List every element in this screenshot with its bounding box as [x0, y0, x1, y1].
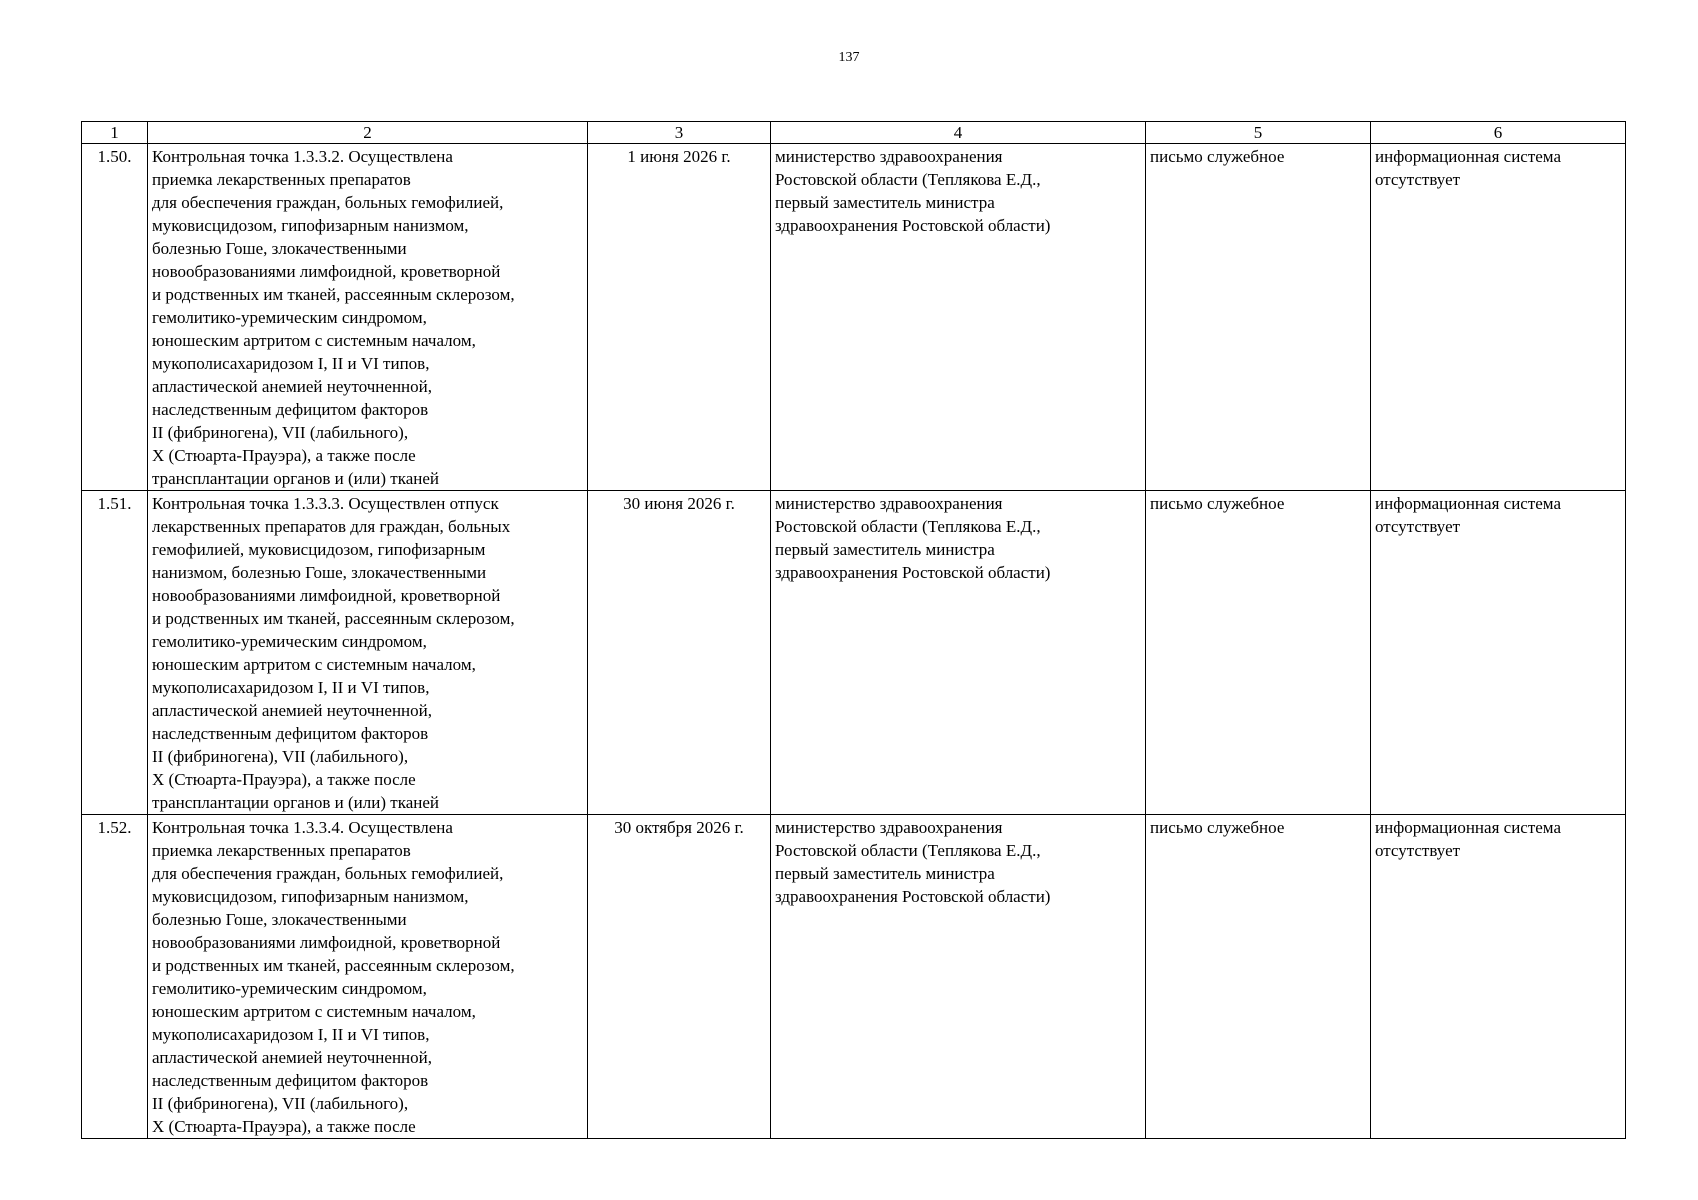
info-system-line: информационная система [1375, 494, 1561, 513]
description-line: муковисцидозом, гипофизарным нанизмом, [152, 216, 469, 235]
row-description [148, 491, 588, 815]
description-line: болезнью Гоше, злокачественными [152, 910, 407, 929]
description-line: гемолитико-уремическим синдромом, [152, 308, 427, 327]
row-info-system [1371, 144, 1626, 491]
responsible-line: Ростовской области (Теплякова Е.Д., [775, 170, 1041, 189]
description-line: гемолитико-уремическим синдромом, [152, 979, 427, 998]
row-responsible [771, 144, 1146, 491]
description-line: апластической анемией неуточненной, [152, 701, 432, 720]
description-line: мукополисахаридозом I, II и VI типов, [152, 1025, 430, 1044]
description-line: юношеским артритом с системным началом, [152, 655, 476, 674]
description-line: приемка лекарственных препаратов [152, 841, 411, 860]
table-row [82, 144, 1626, 491]
description-line: мукополисахаридозом I, II и VI типов, [152, 678, 430, 697]
responsible-line: министерство здравоохранения [775, 494, 1003, 513]
header-cell-3: 3 [588, 122, 771, 144]
description-line: наследственным дефицитом факторов [152, 400, 429, 419]
row-document: письмо служебное [1146, 815, 1371, 1139]
row-responsible [771, 815, 1146, 1139]
control-points-table [81, 121, 1626, 1139]
responsible-line: министерство здравоохранения [775, 147, 1003, 166]
info-system-line: информационная система [1375, 147, 1561, 166]
header-cell-4: 4 [771, 122, 1146, 144]
description-line: наследственным дефицитом факторов [152, 1071, 429, 1090]
header-cell-6: 6 [1371, 122, 1626, 144]
description-line: II (фибриногена), VII (лабильного), [152, 423, 409, 442]
row-responsible [771, 491, 1146, 815]
description-line: гемофилией, муковисцидозом, гипофизарным [152, 540, 486, 559]
description-line: новообразованиями лимфоидной, кроветворной [152, 262, 501, 281]
description-line: гемолитико-уремическим синдромом, [152, 632, 427, 651]
row-date: 30 июня 2026 г. [588, 491, 771, 815]
info-system-line: отсутствует [1375, 170, 1461, 189]
description-line: трансплантации органов и (или) тканей [152, 469, 439, 488]
description-line: наследственным дефицитом факторов [152, 724, 429, 743]
description-line: Контрольная точка 1.3.3.4. Осуществлена [152, 818, 453, 837]
row-document: письмо служебное [1146, 144, 1371, 491]
description-line: X (Стюарта-Прауэра), а также после [152, 770, 416, 789]
responsible-line: Ростовской области (Теплякова Е.Д., [775, 841, 1041, 860]
page-number: 137 [838, 50, 860, 65]
responsible-line: здравоохранения Ростовской области) [775, 563, 1051, 582]
description-line: новообразованиями лимфоидной, кроветворной [152, 933, 501, 952]
header-row [82, 122, 1626, 144]
responsible-line: первый заместитель министра [775, 864, 995, 883]
description-line: болезнью Гоше, злокачественными [152, 239, 407, 258]
row-description [148, 815, 588, 1139]
row-date: 30 октября 2026 г. [588, 815, 771, 1139]
row-info-system [1371, 491, 1626, 815]
description-line: X (Стюарта-Прауэра), а также после [152, 1117, 416, 1136]
info-system-line: отсутствует [1375, 841, 1461, 860]
responsible-line: здравоохранения Ростовской области) [775, 887, 1051, 906]
row-date: 1 июня 2026 г. [588, 144, 771, 491]
row-info-system [1371, 815, 1626, 1139]
description-line: трансплантации органов и (или) тканей [152, 793, 439, 812]
responsible-line: Ростовской области (Теплякова Е.Д., [775, 517, 1041, 536]
description-line: Контрольная точка 1.3.3.3. Осуществлен отпуск [152, 494, 499, 513]
description-line: Контрольная точка 1.3.3.2. Осуществлена [152, 147, 453, 166]
responsible-line: здравоохранения Ростовской области) [775, 216, 1051, 235]
row-number: 1.52. [82, 815, 148, 1139]
description-line: и родственных им тканей, рассеянным склерозом, [152, 609, 515, 628]
description-line: апластической анемией неуточненной, [152, 377, 432, 396]
description-line: для обеспечения граждан, больных гемофилией, [152, 864, 504, 883]
info-system-line: информационная система [1375, 818, 1561, 837]
row-number: 1.50. [82, 144, 148, 491]
description-line: апластической анемией неуточненной, [152, 1048, 432, 1067]
info-system-line: отсутствует [1375, 517, 1461, 536]
description-line: нанизмом, болезнью Гоше, злокачественными [152, 563, 487, 582]
row-document: письмо служебное [1146, 491, 1371, 815]
description-line: юношеским артритом с системным началом, [152, 1002, 476, 1021]
description-line: и родственных им тканей, рассеянным склерозом, [152, 285, 515, 304]
row-number: 1.51. [82, 491, 148, 815]
header-cell-2: 2 [148, 122, 588, 144]
description-line: приемка лекарственных препаратов [152, 170, 411, 189]
header-cell-5: 5 [1146, 122, 1371, 144]
responsible-line: первый заместитель министра [775, 193, 995, 212]
responsible-line: министерство здравоохранения [775, 818, 1003, 837]
responsible-line: первый заместитель министра [775, 540, 995, 559]
description-line: лекарственных препаратов для граждан, больных [152, 517, 511, 536]
row-description [148, 144, 588, 491]
description-line: и родственных им тканей, рассеянным склерозом, [152, 956, 515, 975]
description-line: муковисцидозом, гипофизарным нанизмом, [152, 887, 469, 906]
description-line: II (фибриногена), VII (лабильного), [152, 1094, 409, 1113]
description-line: юношеским артритом с системным началом, [152, 331, 476, 350]
table-row [82, 491, 1626, 815]
description-line: X (Стюарта-Прауэра), а также после [152, 446, 416, 465]
description-line: новообразованиями лимфоидной, кроветворной [152, 586, 501, 605]
table-row [82, 815, 1626, 1139]
description-line: II (фибриногена), VII (лабильного), [152, 747, 409, 766]
description-line: мукополисахаридозом I, II и VI типов, [152, 354, 430, 373]
description-line: для обеспечения граждан, больных гемофилией, [152, 193, 504, 212]
header-cell-1: 1 [82, 122, 148, 144]
